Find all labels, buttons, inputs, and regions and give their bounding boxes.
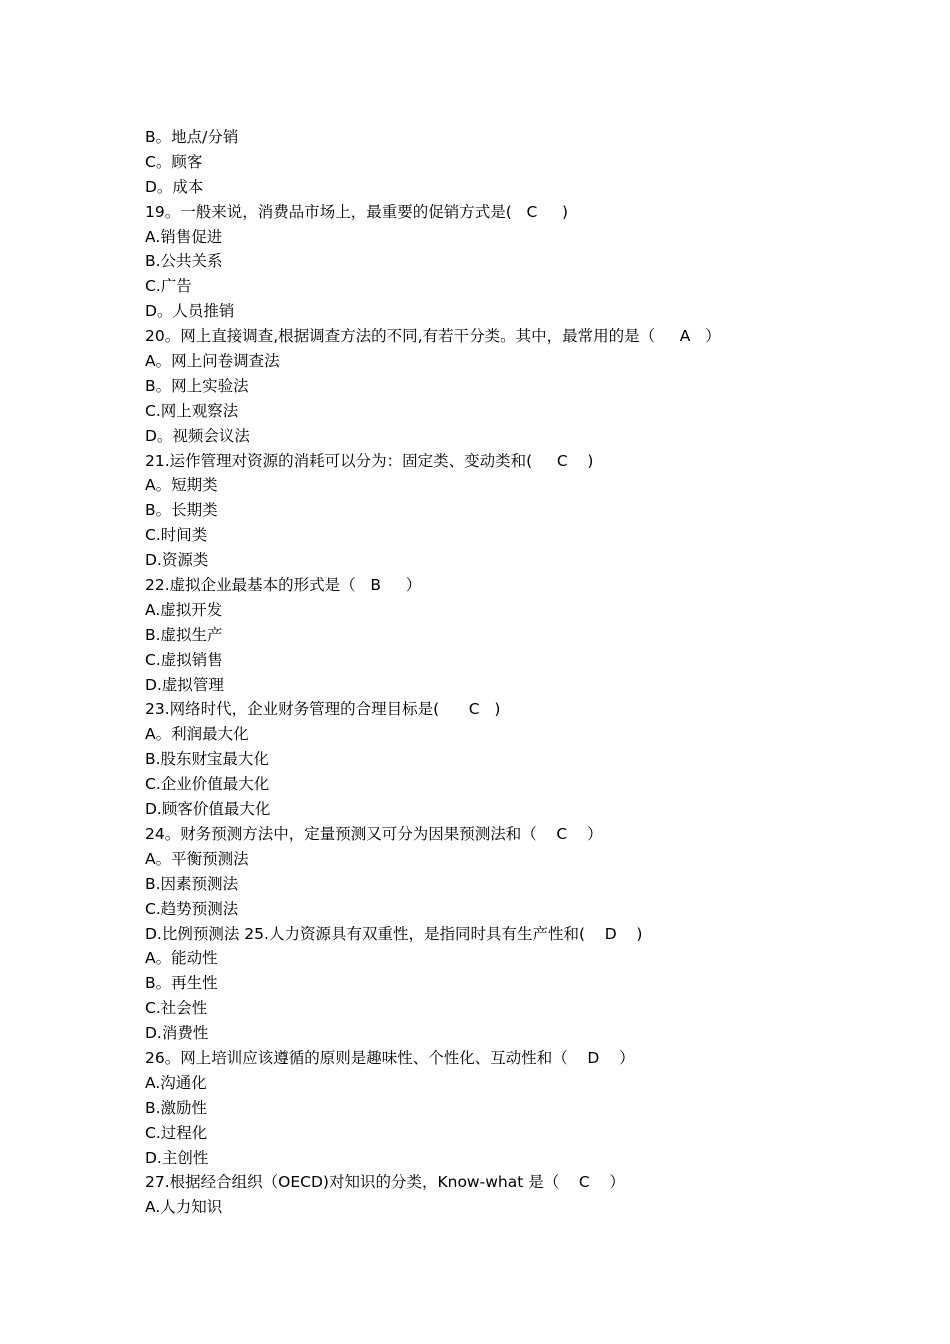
text-line: D.虚拟管理: [145, 675, 224, 694]
question-line: 19。一般来说，消费品市场上，最重要的促销方式是( C ): [145, 202, 569, 221]
text-line: B.激励性: [145, 1098, 208, 1117]
text-line: A。短期类: [145, 476, 218, 495]
question-line: 23.网络时代，企业财务管理的合理目标是( C ): [145, 700, 501, 719]
text-line: C.网上观察法: [145, 401, 239, 420]
text-line: A.销售促进: [145, 227, 223, 246]
text-line: C.过程化: [145, 1123, 208, 1142]
text-line: B.公共关系: [145, 252, 223, 271]
text-line: D.消费性: [145, 1024, 209, 1043]
question-line: 26。网上培训应该遵循的原则是趣味性、个性化、互动性和（ D ）: [145, 1048, 635, 1067]
question-line: 24。财务预测方法中，定量预测又可分为因果预测法和（ C ）: [145, 824, 603, 843]
text-line: B。再生性: [145, 974, 218, 993]
text-line: A。网上问卷调查法: [145, 352, 280, 371]
text-line: A.沟通化: [145, 1073, 207, 1092]
text-line: D。人员推销: [145, 302, 235, 321]
text-line: B。长期类: [145, 501, 218, 520]
text-line: A。利润最大化: [145, 725, 249, 744]
text-line: C.时间类: [145, 526, 208, 545]
question-line: 22.虚拟企业最基本的形式是（ B ）: [145, 576, 422, 595]
text-line: A。能动性: [145, 949, 218, 968]
question-line: 21.运作管理对资源的消耗可以分为：固定类、变动类和( C ): [145, 451, 594, 470]
text-line: B.因素预测法: [145, 874, 239, 893]
text-line: B。网上实验法: [145, 376, 249, 395]
question-line: D.比例预测法 25.人力资源具有双重性，是指同时具有生产性和( D ): [145, 924, 643, 943]
document-body: [145, 125, 905, 1220]
text-line: C.企业价值最大化: [145, 775, 270, 794]
text-line: C.趋势预测法: [145, 899, 239, 918]
text-line: B。地点/分销: [145, 128, 239, 146]
text-line: B.股东财宝最大化: [145, 750, 270, 769]
text-line: C.广告: [145, 277, 192, 296]
text-line: D.顾客价值最大化: [145, 800, 271, 819]
text-line: D。视频会议法: [145, 426, 250, 445]
text-line: A。平衡预测法: [145, 849, 249, 868]
text-line: A.虚拟开发: [145, 600, 223, 619]
text-line: D。成本: [145, 177, 204, 196]
text-line: D.主创性: [145, 1148, 209, 1167]
text-line: C.社会性: [145, 999, 208, 1018]
question-line: 27.根据经合组织（OECD)对知识的分类，Know-what 是（ C ）: [145, 1173, 625, 1192]
text-line: C。顾客: [145, 152, 203, 171]
text-line: A.人力知识: [145, 1198, 223, 1217]
text-line: B.虚拟生产: [145, 625, 223, 644]
text-line: D.资源类: [145, 551, 209, 570]
question-line: 20。网上直接调查,根据调查方法的不同,有若干分类。其中，最常用的是（ A ）: [145, 327, 721, 346]
text-line: C.虚拟销售: [145, 650, 223, 669]
